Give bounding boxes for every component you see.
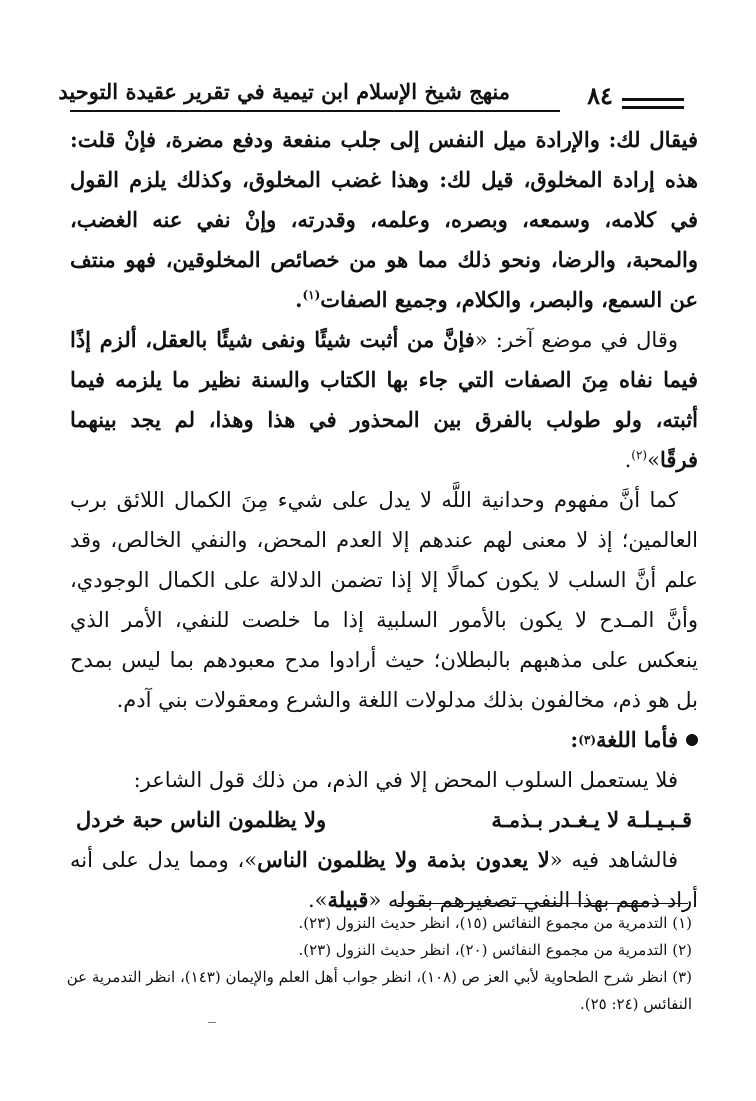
scan-artifact xyxy=(208,1022,216,1023)
footnotes xyxy=(62,910,692,1018)
paragraph-1 xyxy=(70,120,698,320)
poetry-verse xyxy=(70,800,698,840)
section-heading: فأما اللغة (٣) : xyxy=(70,720,698,760)
verse-second-half: ولا يظلمون الناس حبة خردل xyxy=(76,807,327,832)
paragraph-1-text: فيقال لك: والإرادة ميل النفس إلى جلب منفعة ودفع مضرة، فإنْ قلت: هذه إرادة المخلوق، قيل لك: وهذا غضب المخلوق، وكذلك يلزم القول في كلامه، وسمعه، وبصره، وعلمه، وقدرته، وإنْ نفي عنه الغضب، والمحبة، والرضا، ونحو ذلك مما هو من خصائص المخلوقين، فهو منتف عن السمع، والبصر، والكلام، وجميع الصفات xyxy=(70,127,698,312)
paragraph-5-quote-2: قبيلة xyxy=(327,887,369,912)
page-number-rule-bottom xyxy=(622,106,684,109)
paragraph-5-quote: لا يعدون بذمة ولا يظلمون الناس xyxy=(257,847,550,872)
page-number-rule-top xyxy=(622,98,684,101)
running-title: منهج شيخ الإسلام ابن تيمية في تقرير عقيدة التوحيد xyxy=(58,79,510,104)
paragraph-2-end: . xyxy=(624,448,632,472)
paragraph-5-end: ». xyxy=(308,888,328,912)
footnote-ref-2: (٢) xyxy=(631,448,648,462)
footnote-2: (٢) التدمرية من مجموع النفائس (٢٠)، انظر حديث النزول (٢٣). xyxy=(298,941,692,959)
bullet-icon xyxy=(686,734,698,746)
footnote-ref-1: (١) xyxy=(302,288,321,302)
paragraph-3: كما أنَّ مفهوم وحدانية اللَّه لا يدل على شيء مِنَ الكمال اللائق برب العالمين؛ إذ لا معنى لهم عندهم إلا العدم المحض، والنفي الخالص، وقد علم أنَّ السلب لا يكون كمالًا إلا إذا تضمن الدلالة على الكمال الوجودي، وأنَّ المـدح لا يكون بالأمور السلبية إذا ما خلصت للنفي، الأمر الذي ينعكس على مذهبهم بالبطلان؛ حيث أرادوا مدح معبودهم بما ليس بمدح بل هو ذم، مخالفون بذلك مدلولات اللغة والشرع ومعقولات بني آدم. xyxy=(70,488,698,712)
page-number: ٨٤ xyxy=(587,81,613,110)
paragraph-2-close: » xyxy=(647,448,660,472)
running-header xyxy=(58,78,690,118)
paragraph-2-intro: وقال في موضع آخر: « xyxy=(474,328,679,352)
paragraph-5 xyxy=(70,840,698,920)
main-text xyxy=(70,120,698,920)
paragraph-2-quote: فإنَّ من أثبت شيئًا ونفى شيئًا بالعقل، ألزم إذًا فيما نفاه مِنَ الصفات التي جاء بها الكتاب والسنة نظير ما يلزمه فيما أثبته، ولو طولب بالفرق بين المحذور في هذا وهذا، لم يجد بينهما فرقًا xyxy=(70,327,698,472)
section-heading-text: فأما اللغة xyxy=(596,727,678,752)
footnote-separator xyxy=(398,903,688,904)
verse-first-half: قـبـيـلـة لا يـغـدر بـذمـة xyxy=(491,807,692,832)
footnote-1: (١) التدمرية من مجموع النفائس (١٥)، انظر حديث النزول (٢٣). xyxy=(298,914,692,932)
paragraph-5-mid: »، ومما يدل على أنه أراد ذمهم بهذا النفي تصغيرهم بقوله « xyxy=(70,848,698,912)
paragraph-2 xyxy=(70,320,698,480)
footnote-3: (٣) انظر شرح الطحاوية لأبي العز ص (١٠٨)، انظر جواب أهل العلم والإيمان (١٤٣)، انظر التدمرية عن النفائس (٢٤: ٢٥). xyxy=(66,968,692,1013)
paragraph-5-intro: فالشاهد فيه « xyxy=(549,848,678,872)
header-rule xyxy=(70,110,560,112)
paragraph-1-end: . xyxy=(295,287,303,312)
paragraph-4: فلا يستعمل السلوب المحض إلا في الذم، من ذلك قول الشاعر: xyxy=(133,768,678,792)
section-heading-colon: : xyxy=(570,727,579,752)
